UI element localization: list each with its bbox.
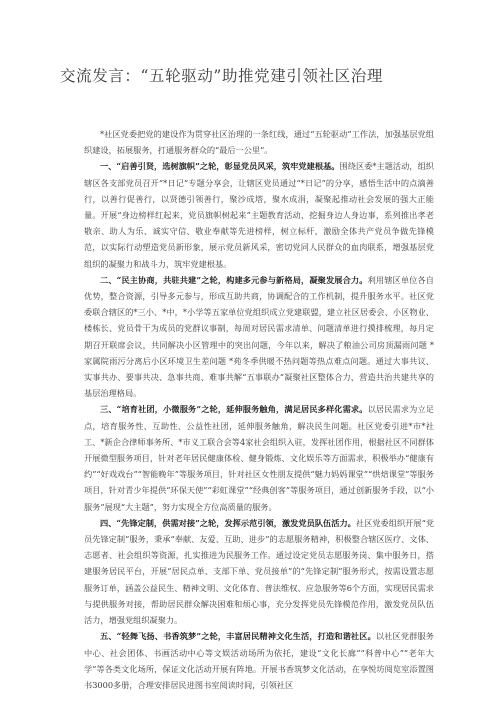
paragraph-lead: 一、“启善引贤，选树旗帜”之轮，彰显党员风采，筑牢党建根基。 (100, 161, 340, 172)
paragraph-section-2 (84, 272, 434, 402)
paragraph-text: 以居民需求为立足点，培育服务性、互助性、公益性社团，延伸服务触角，解决民生问题。社区党委引进*市*社工、*新企合律师事务所、*市义工联合会等4家社会组织入驻，发挥社团作用，根据社区不同群体开展微型服务项目，针对老年居民健康体检、健身锻炼、文化娱乐等方面需求，积极举办“健康有约”“好戏戏台”“智能晚年”等服务项目，针对社区女性朋友提供“魅力妈妈课堂”“烘焙课堂”等服务项目，针对青少年提供“环保天使”“彩虹课堂”“经典创客”等服务项目，通过创新服务手段，以“小服务”展现“大主题”，努力实现全方位高质量的服务。 (84, 404, 434, 512)
paragraph-section-1 (84, 158, 434, 271)
paragraph-section-3 (84, 401, 434, 514)
paragraph-lead: 四、“先锋定制，供需对接”之轮，发挥示范引领，激发党员队伍活力。 (100, 517, 356, 528)
paragraph-lead: 三、“培育社团，小微服务”之轮，延伸服务触角，满足居民多样化需求。 (100, 404, 368, 415)
paragraph-section-5 (84, 628, 434, 693)
paragraph-lead: 五、“轻舞飞扬、书香筑梦”之轮，丰富居民精神文化生活，打造和谐社区。 (100, 631, 376, 642)
paragraph-intro (84, 126, 434, 158)
document-body (84, 126, 434, 693)
document-title: 交流发言：“五轮驱动”助推党建引领社区治理 (60, 67, 383, 85)
paragraph-text: 以社区党群服务中心、社会团体、书画活动中心等文娱活动场所为依托，建设“文化长廊”“科普中心”“老年大学”等各类文化场所，保证文化活动开展有阵地。开展书香筑梦文化活动，在享悦坊阅览室添置图书3000多册，合理安排居民进图书室阅读时间，引领社区 (84, 631, 434, 690)
paragraph-text: 利用辖区单位各自优势，整合资源，引导多元参与，形成互助共商，协调配合的工作机制，提升服务水平。社区党委联合辖区的*三小、*中，*小学等五家单位党组织成立党建联盟，建立社区居委会、小区物业、楼栋长、党员骨干为成员的党群议事制，每周对居民需求清单、问题清单进行摸排梳理，每月定期召开联席会议，共同解决小区管理中的突出问题，今年以来，解决了粮油公司房顶漏雨问题 *家属院雨污分离后小区环境卫生差问题 *苑冬季供暖不热问题等热点难点问题。通过大事共议、实事共办、要事共决、急事共商、难事共解“五事联办”凝聚社区整体合力，营造共治共建共享的基层治理格局。 (84, 274, 434, 399)
paragraph-text: 围绕区委*主题活动，组织辖区各支部党员召开“*日记”专题分享会，让辖区党员通过“*日记”的分享，感悟生活中的点滴善行，以善行促善行，以贤德引领善行，聚沙成塔，聚水成涓，凝聚起推动社会发展的强大正能量。开展“身边榜样红起来，党员旗帜树起来”主题教育活动，挖掘身边人身边事，系列推出孝老敬亲、助人为乐、诚实守信、敬业奉献等先进榜样，树立标杆，激励全体共产党员争做先锋模范，以实际行动塑造党员新形象，展示党员新风采，密切党同人民群众的血肉联系，增强基层党组织的凝聚力和战斗力，筑牢党建根基。 (84, 161, 434, 269)
paragraph-text: *社区党委把党的建设作为贯穿社区治理的一条红线，通过“五轮驱动”工作法，加强基层党组织建设，拓展服务，打通服务群众的“最后一公里”。 (84, 129, 434, 156)
paragraph-section-4 (84, 515, 434, 628)
paragraph-text: 社区党委组织开展“党员先锋定制”服务，秉承“奉献、友爱、互助、进步”的志愿服务精神，积极整合辖区医疗、文体、志愿者、社会组织等资源，扎实推进为民服务工作。通过设定党员志愿服务岗、集中服务日，搭建服务居民平台，开展“居民点单、支部下单、党员接单”的“先锋定制”服务形式，按需设置志愿服务订单，涵盖公益民生、精神文明、文化体育、普法维权、应急服务等6个方面，实现居民需求与提供服务对接，帮助居民群众解决困难和烦心事，充分发挥党员先锋模范作用，激发党员队伍活力，增强党组织凝聚力。 (84, 517, 435, 626)
paragraph-lead: 二、“民主协商，共驻共建”之轮，构建多元参与新格局，凝聚发展合力。 (100, 274, 368, 285)
